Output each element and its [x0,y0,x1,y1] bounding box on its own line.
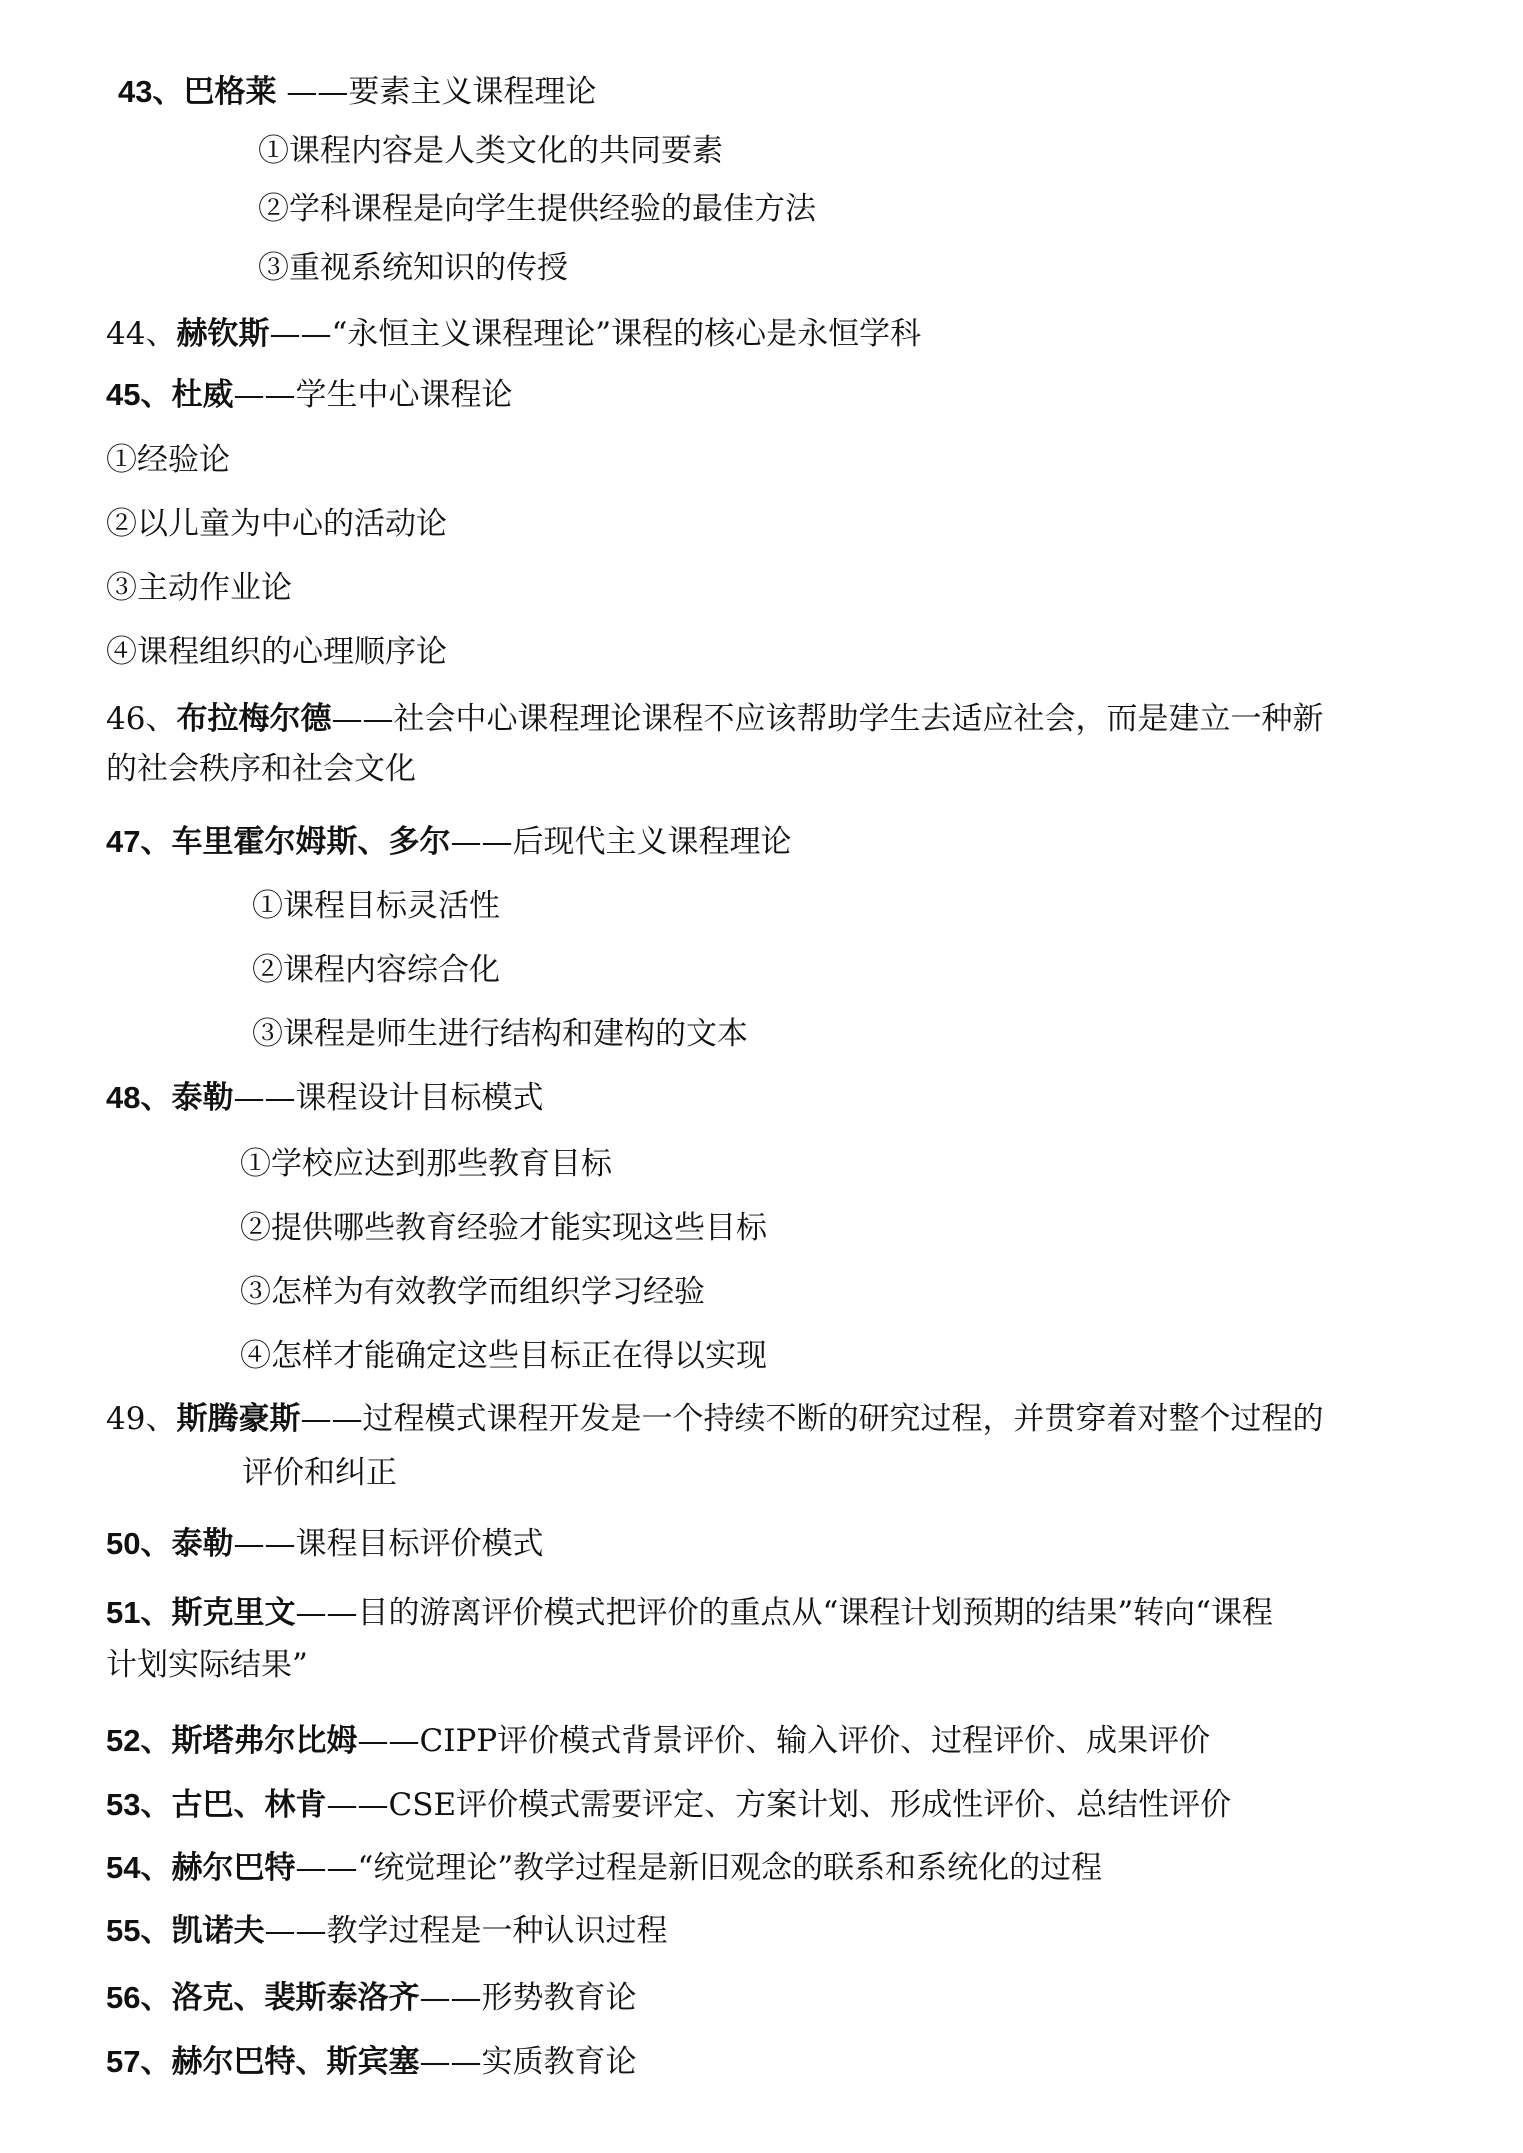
entry-number: 44、 [106,316,177,352]
entry-number: 54、 [106,1850,172,1885]
entry-47 [106,822,791,862]
list-item: ①课程目标灵活性 [252,888,500,924]
entry-name: 泰勒 [171,1526,234,1562]
list-item: ②学科课程是向学生提供经验的最佳方法 [258,191,816,227]
entry-45 [106,375,512,415]
entry-desc: ——过程模式课程开发是一个持续不断的研究过程，并贯穿着对整个过程的 [300,1401,1324,1437]
entry-name: 赫尔巴特 [171,1850,296,1886]
entry-desc: ——实质教育论 [419,2044,637,2080]
entry-name: 古巴、林肯 [171,1787,327,1823]
entry-name: 斯腾豪斯 [176,1401,301,1437]
entry-name: 巴格莱 [183,74,277,110]
entry-55 [106,1911,667,1951]
entry-desc: ——学生中心课程论 [233,377,513,413]
entry-desc: ——CIPP评价模式背景评价、输入评价、过程评价、成果评价 [357,1723,1211,1759]
entry-57 [106,2042,636,2082]
entry-continuation: 的社会秩序和社会文化 [106,751,416,787]
entry-number: 45、 [106,377,172,412]
entry-name: 斯塔弗尔比姆 [171,1723,358,1759]
entry-49 [106,1399,1323,1439]
entry-56 [106,1978,636,2018]
list-item: ③主动作业论 [106,570,292,606]
list-item: ②以儿童为中心的活动论 [106,506,447,542]
entry-continuation: 计划实际结果” [106,1647,308,1683]
entry-name: 泰勒 [171,1080,234,1116]
entry-name: 车里霍尔姆斯、多尔 [171,824,451,860]
entry-48 [106,1078,543,1118]
entry-number: 47、 [106,824,172,859]
entry-number: 55、 [106,1913,172,1948]
entry-number: 57、 [106,2044,172,2079]
entry-desc: ——要素主义课程理论 [276,74,597,110]
list-item: ④课程组织的心理顺序论 [106,634,447,670]
entry-number: 46、 [106,701,177,737]
entry-51 [106,1593,1273,1633]
entry-desc: ——社会中心课程理论课程不应该帮助学生去适应社会，而是建立一种新 [331,701,1324,737]
entry-number: 49、 [106,1401,177,1437]
entry-name: 赫钦斯 [176,316,270,352]
entry-number: 52、 [106,1723,172,1758]
entry-name: 洛克、裴斯泰洛齐 [171,1980,420,2016]
entry-desc: ——教学过程是一种认识过程 [264,1913,668,1949]
list-item: ①课程内容是人类文化的共同要素 [258,133,723,169]
entry-number: 51、 [106,1595,172,1630]
list-item: ②提供哪些教育经验才能实现这些目标 [240,1210,767,1246]
entry-number: 56、 [106,1980,172,2015]
entry-desc: ——后现代主义课程理论 [450,824,792,860]
entry-50 [106,1524,543,1564]
list-item: ①经验论 [106,442,230,478]
entry-name: 凯诺夫 [171,1913,265,1949]
entry-43 [118,72,596,112]
entry-number: 53、 [106,1787,172,1822]
list-item: ①学校应达到那些教育目标 [240,1146,612,1182]
entry-number: 48、 [106,1080,172,1115]
entry-desc: ——课程目标评价模式 [233,1526,544,1562]
list-item: ③重视系统知识的传授 [258,250,568,286]
list-item: ③课程是师生进行结构和建构的文本 [252,1016,748,1052]
entry-name: 杜威 [171,377,234,413]
entry-desc: ——“统觉理论”教学过程是新旧观念的联系和系统化的过程 [295,1850,1103,1886]
entry-name: 赫尔巴特、斯宾塞 [171,2044,420,2080]
entry-52 [106,1721,1210,1761]
entry-number: 50、 [106,1526,172,1561]
entry-44 [106,314,921,354]
list-item: ③怎样为有效教学而组织学习经验 [240,1274,705,1310]
list-item: ②课程内容综合化 [252,952,500,988]
entry-desc: ——CSE评价模式需要评定、方案计划、形成性评价、总结性评价 [326,1787,1232,1823]
entry-continuation: 评价和纠正 [242,1455,397,1491]
entry-53 [106,1785,1231,1825]
entry-desc: ——“永恒主义课程理论”课程的核心是永恒学科 [269,316,922,352]
list-item: ④怎样才能确定这些目标正在得以实现 [240,1338,767,1374]
entry-name: 布拉梅尔德 [176,701,332,737]
entry-desc: ——课程设计目标模式 [233,1080,544,1116]
entry-desc: ——目的游离评价模式把评价的重点从“课程计划预期的结果”转向“课程 [295,1595,1274,1631]
entry-46 [106,699,1323,739]
entry-number: 43、 [118,74,184,109]
entry-desc: ——形势教育论 [419,1980,637,2016]
entry-54 [106,1848,1102,1888]
entry-name: 斯克里文 [171,1595,296,1631]
